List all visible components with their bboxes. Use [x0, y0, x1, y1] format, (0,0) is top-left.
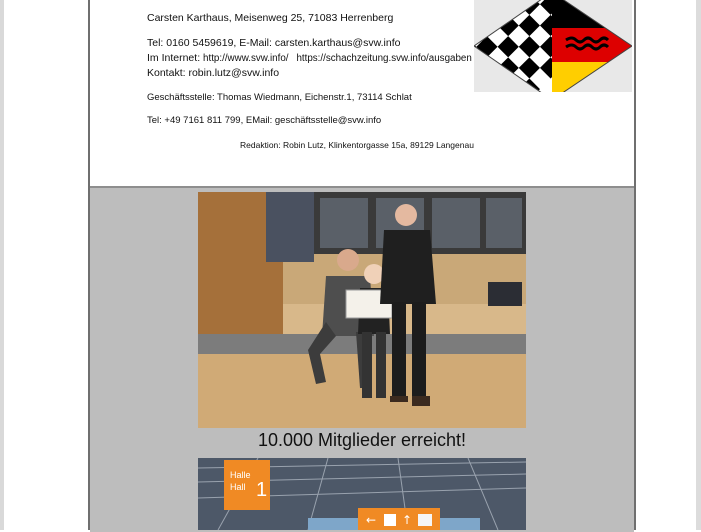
kontakt-line: Kontakt: robin.lutz@svw.info — [147, 67, 280, 79]
internet-link-2[interactable]: https://schachzeitung.svw.info/ausgaben — [296, 53, 472, 64]
document-page — [88, 0, 636, 530]
svw-logo — [474, 0, 632, 92]
hall-sign-line1: Halle — [230, 470, 251, 480]
hall-sign-number: 1 — [256, 479, 268, 501]
door-icon — [384, 514, 396, 526]
office-contact-line: Tel: +49 7161 811 799, EMail: geschäftsstelle@svw.info — [147, 115, 382, 126]
internet-link-1[interactable]: http://www.svw.info/ — [203, 53, 289, 64]
svw-logo-graphic — [474, 0, 632, 92]
arrow-up-icon: ↑ — [402, 513, 413, 527]
hall-photo-graphic — [198, 458, 526, 530]
viewer-margin-left — [4, 0, 88, 530]
award-photo — [198, 192, 526, 428]
viewer-edge-right — [696, 0, 701, 530]
award-photo-graphic — [198, 192, 526, 428]
address-line: Carsten Karthaus, Meisenweg 25, 71083 Herrenberg — [147, 12, 394, 24]
office-line: Geschäftsstelle: Thomas Wiedmann, Eichenstr.1, 73114 Schlat — [147, 92, 412, 103]
viewer-margin-right — [636, 0, 696, 530]
arrow-left-icon: ← — [366, 513, 377, 527]
info-icon — [418, 514, 432, 526]
masthead — [90, 0, 634, 186]
article-headline: 10.000 Mitglieder erreicht! — [257, 430, 467, 450]
hall-sign-line2: Hall — [230, 482, 246, 492]
contact-line: Tel: 0160 5459619, E-Mail: carsten.karthaus@svw.info — [147, 37, 401, 49]
hall-photo — [198, 458, 526, 530]
internet-line — [147, 52, 472, 64]
internet-label: Im Internet: — [147, 52, 201, 64]
editor-line: Redaktion: Robin Lutz, Klinkentorgasse 15a, 89129 Langenau — [240, 140, 474, 150]
